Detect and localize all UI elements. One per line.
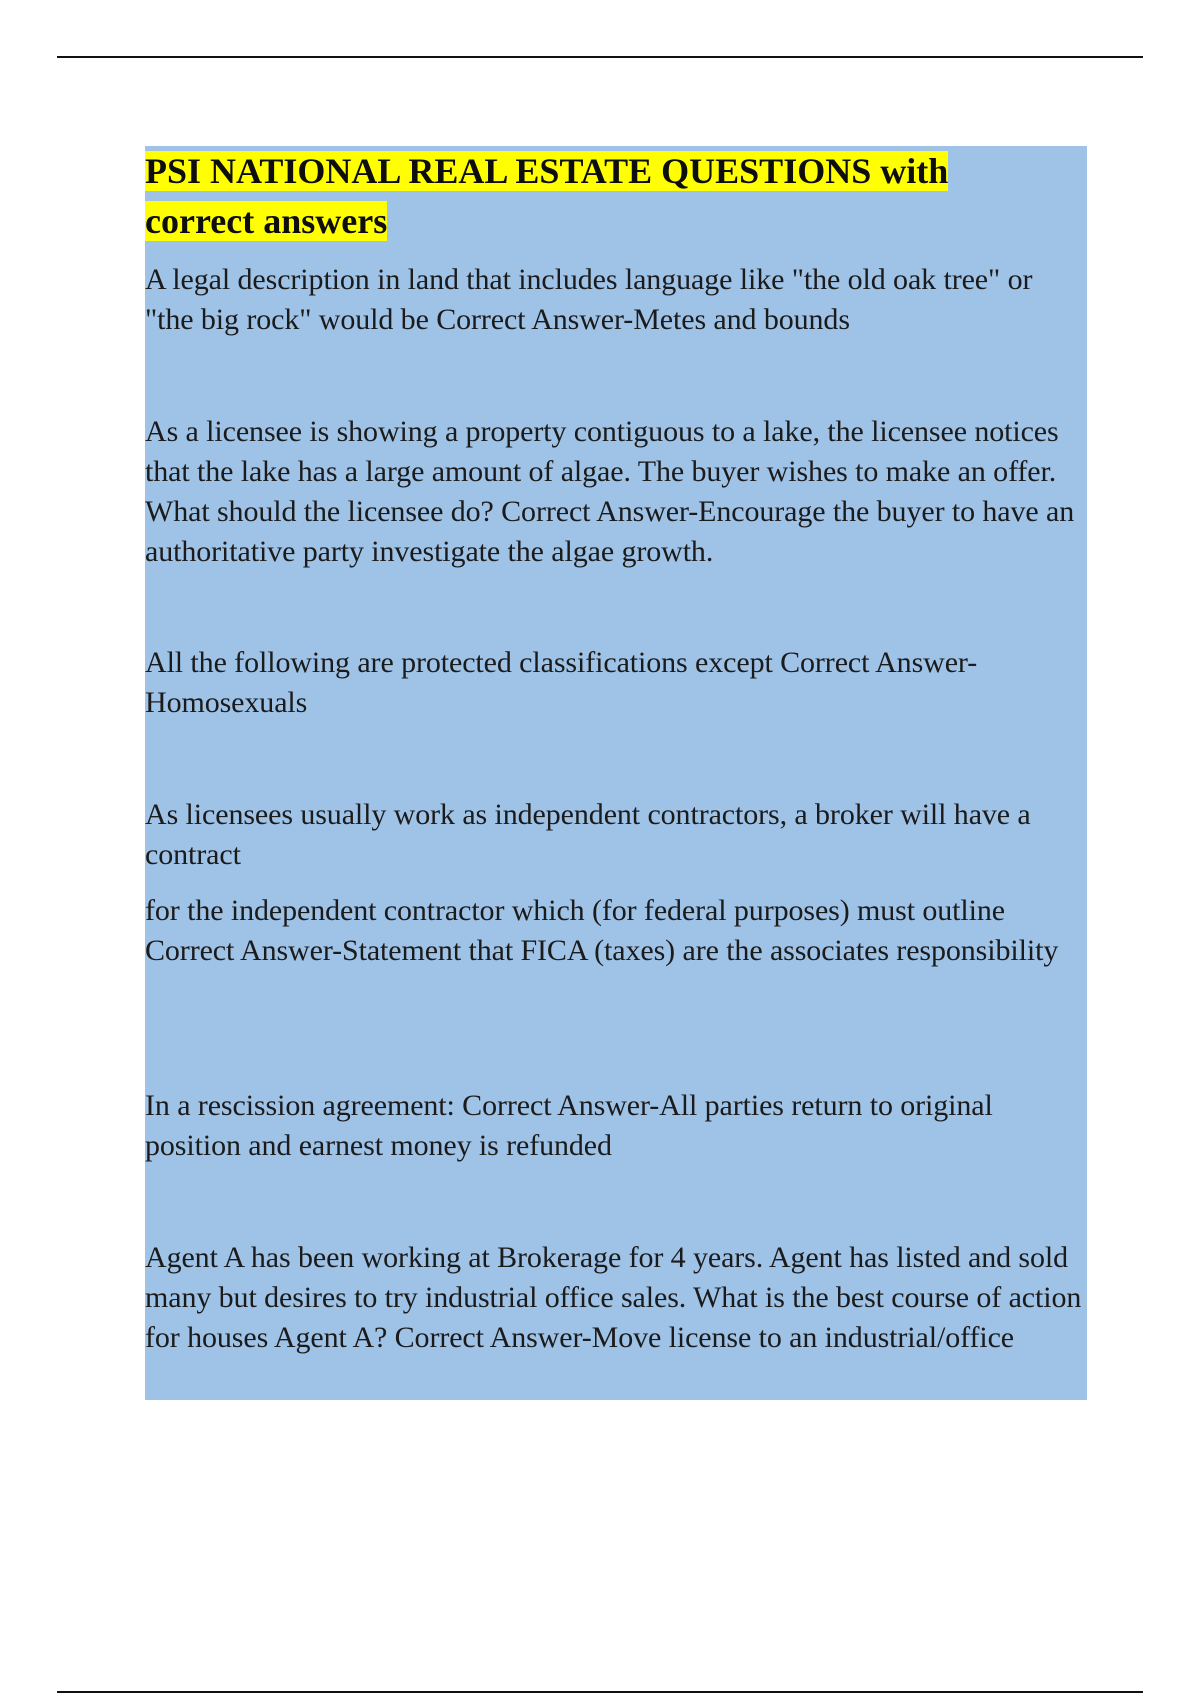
document-body	[145, 146, 1087, 1400]
question-item-1	[145, 260, 1087, 340]
question-item-5	[145, 1086, 1087, 1166]
question-item-6	[145, 1238, 1087, 1358]
title-line-2: correct answers	[145, 201, 388, 241]
question-text: As a licensee is showing a property contiguous to a lake, the licensee notices that the lake has a large amount of algae. The buyer wishes to make an offer. What should the licensee do? Correct Answer-Encourage the buyer to have an authoritative party investigate the algae growth.	[145, 415, 1075, 568]
question-item-4	[145, 795, 1087, 971]
question-text-continued: for the independent contractor which (for federal purposes) must outline Correct Answer-Statement that FICA (taxes) are the associates responsibility	[145, 894, 1059, 967]
question-text: As licensees usually work as independent contractors, a broker will have a contract	[145, 798, 1031, 871]
question-text: A legal description in land that includes language like "the old oak tree" or "the big rock" would be Correct Answer-Metes and bounds	[145, 263, 1033, 336]
top-rule	[57, 56, 1143, 58]
question-text: In a rescission agreement: Correct Answer-All parties return to original position and earnest money is refunded	[145, 1089, 993, 1162]
title-line-1: PSI NATIONAL REAL ESTATE QUESTIONS with	[145, 151, 949, 191]
document-title	[145, 146, 1087, 246]
question-item-2	[145, 412, 1087, 572]
question-item-3	[145, 643, 1087, 723]
bottom-rule	[57, 1691, 1143, 1693]
question-text: Agent A has been working at Brokerage for 4 years. Agent has listed and sold many but desires to try industrial office sales. What is the best course of action for houses Agent A? Correct Answer-Move license to an industrial/office	[145, 1241, 1082, 1354]
question-text: All the following are protected classifications except Correct Answer-Homosexuals	[145, 646, 978, 719]
